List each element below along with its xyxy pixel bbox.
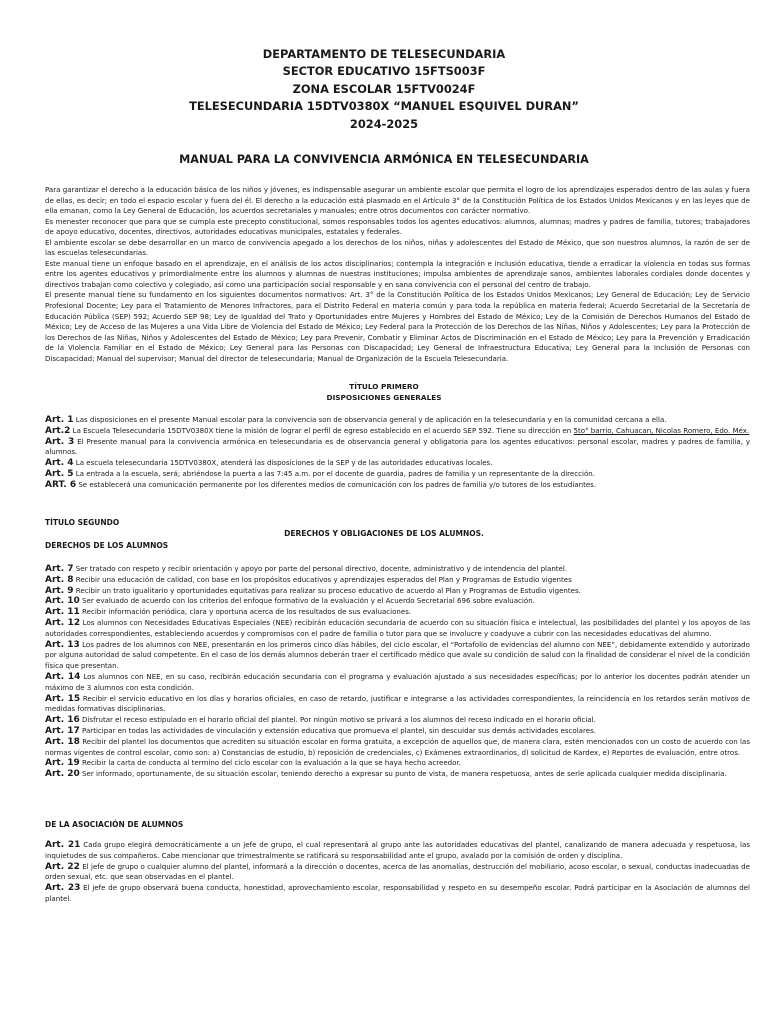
article-text: Recibir un trato igualitario y oportunidades equitativas para realizar su proceso educativo de acuerdo al Plan y Programas de Estudio vigentes. bbox=[75, 585, 581, 595]
article-label: Art. 14 bbox=[45, 671, 81, 682]
header-school-year: 2024-2025 bbox=[349, 116, 419, 131]
article-text: Ser tratado con respeto y recibir orientación y apoyo por parte del personal directivo, docente, administrativo y de intendencia del plantel. bbox=[75, 564, 568, 573]
article-label: Art. 17 bbox=[45, 725, 80, 736]
article-label: Art. 18 bbox=[45, 736, 80, 747]
student-association-list bbox=[45, 840, 750, 905]
rights-article bbox=[45, 586, 750, 597]
student-rights-heading: DERECHOS DE LOS ALUMNOS bbox=[45, 541, 169, 550]
document-title: MANUAL PARA LA CONVIVENCIA ARMÓNICA EN TELESECUNDARIA bbox=[179, 153, 589, 166]
rights-article bbox=[45, 640, 750, 672]
document-header bbox=[45, 46, 723, 133]
disposiciones-generales-label: DISPOSICIONES GENERALES bbox=[326, 393, 442, 402]
article-text: La entrada a la escuela, será; abriéndose la puerta a las 7:45 a.m. por el docente de guardia, padres de familia y un representante de la dirección. bbox=[75, 468, 595, 478]
rights-article bbox=[45, 575, 750, 586]
intro-paragraph: Es menester reconocer que para que se cumpla este precepto constitucional, somos responsables todos los agentes educativos: alumnos, alumnas; madres y padres de familia, tutores; trabajadores de apoyo educativo, docentes, directivos, autoridades educativas municipales, estatales y federales. bbox=[45, 216, 750, 237]
article-text: Los alumnos con Necesidades Educativas Especiales (NEE) recibirán educación secundaria de acuerdo con su situación física e intelectual, las posibilidades del plantel y los apoyos de las autoridades correspondientes, estableciendo acuerdos y compromisos con el padre de familia o tutor para que se involucre y coadyuve a cubrir con las necesidades educativas del alumno. bbox=[45, 617, 750, 638]
article-label: Art. 12 bbox=[45, 617, 81, 628]
intro-paragraph: El presente manual tiene su fundamento en los siguientes documentos normativos: Art. 3° de la Constitución Política de los Estados Unidos Mexicanos; Ley General de Educación; Ley de Servicio Profesional Docente; Ley para el Tratamiento de Menores Infractores, para el Distrito Federal en materia común y para toda la república en materia federal; Acuerdo Secretarial de la Secretaría de Educación Pública (SEP) 592; Acuerdo SEP 98; Ley de Igualdad del Trato y Oportunidades entre Mujeres y Hombres del Estado de México; Ley de la Comisión de Derechos Humanos del Estado de México; Ley de Acceso de las Mujeres a una Vida Libre de Violencia del Estado de México; Ley Federal para la Protección de los Derechos de las Niñas, Niños y Adolescentes; Ley para la Protección de los Derechos de las Niñas, Niños y Adolescentes del Estado de México; Ley para Prevenir, Combatir y Eliminar Actos de Discriminación en el Estado de México; Ley para la Prevención y Erradicación de la Violencia Familiar en el Estado de México; Ley General para las Personas con Discapacidad; Ley General de Infraestructura Educativa; Ley General para la Inclusión de Personas con Discapacidad; Manual del supervisor; Manual del director de telesecundaria; Manual de Organización de la Escuela Telesecundaria. bbox=[45, 290, 750, 363]
rights-article bbox=[45, 607, 750, 618]
intro-section bbox=[45, 185, 750, 364]
article-text: Los alumnos con NEE, en su caso, recibirán educación secundaria con el programa y evaluación ajustado a sus necesidades específicas; por lo anterior los docentes podrán atender un máximo de 3 alumnos con esta condición. bbox=[45, 671, 750, 692]
article-label: Art. 13 bbox=[45, 639, 80, 650]
article-text: Las disposiciones en el presente Manual escolar para la convivencia son de observancia general y de aplicación en la telesecundaria y en la comunidad cercana a ella. bbox=[75, 415, 667, 424]
article-text: Cada grupo elegirá democráticamente a un jefe de grupo, el cual representará al grupo ante las autoridades educativas del plantel, canalizando de manera adecuada y respetuosa, las inquietudes de sus compañeros. Cabe mencionar que trimestralmente se ratificará su responsabilidad ante el grupo, avalado por la comisión de orden y disciplina. bbox=[45, 840, 750, 860]
titulo-segundo-heading: TÍTULO SEGUNDO bbox=[45, 518, 120, 527]
header-department: DEPARTAMENTO DE TELESECUNDARIA bbox=[262, 47, 506, 61]
rights-article bbox=[45, 758, 750, 769]
article-text: La escuela telesecundaria 15DTV0380X, atenderá las disposiciones de la SEP y de las autoridades educativas locales. bbox=[75, 458, 493, 468]
article-text: Los padres de los alumnos con NEE, presentarán en los primeros cinco días hábiles, del ciclo escolar, el “Portafolio de evidencias del alumno con NEE”, debidamente extendido y autorizado por alguna autoridad de salud competente. En el caso de los demás alumnos deberán traer el certificado médico que avale su condición de salud con la finalidad de considerar el nivel de la condición física que presentan. bbox=[45, 639, 750, 671]
article-label: Art. 21 bbox=[45, 840, 81, 850]
titulo-primero-heading bbox=[45, 381, 723, 403]
article-label: Art. 3 bbox=[45, 436, 75, 447]
article-label: Art. 8 bbox=[45, 574, 74, 585]
article-text: Recibir una educación de calidad, con base en los propósitos educativos y aprendizajes esperados del Plan y Programas de Estudio vigentes bbox=[75, 574, 572, 584]
article-5 bbox=[45, 469, 750, 480]
rights-article bbox=[45, 564, 750, 575]
article-label: Art. 1 bbox=[45, 415, 74, 425]
article-label: Art. 15 bbox=[45, 693, 81, 704]
article-text: El Presente manual para la convivencia armónica en telesecundaria es de observancia general y obligatoria para los agentes educativos: personal escolar, madres y padres de familia, y alumnos. bbox=[45, 436, 750, 457]
article-text: El jefe de grupo observará buena conducta, honestidad, aprovechamiento escolar, responsabilidad y respeto en su desempeño escolar. Podrá participar en la Asociación de alumnos del plantel. bbox=[45, 883, 750, 903]
association-article bbox=[45, 883, 750, 905]
article-text: El jefe de grupo o cualquier alumno del plantel, informará a la dirección o docentes, acerca de las anomalías, destrucción del mobiliario, acoso escolar, o sexual, conductas inadecuadas de orden sexual, etc. que sean observadas en el plantel. bbox=[45, 861, 750, 882]
student-association-heading: DE LA ASOCIACIÓN DE ALUMNOS bbox=[45, 820, 184, 829]
intro-paragraph: El ambiente escolar se debe desarrollar en un marco de convivencia apegado a los derechos de los niños, niñas y adolescentes del Estado de México, que son nuestros alumnos, la razón de ser de las escuelas telesecundarias. bbox=[45, 237, 750, 258]
article-label: Art. 5 bbox=[45, 468, 74, 479]
article-label: Art. 4 bbox=[45, 458, 74, 469]
article-label: Art. 22 bbox=[45, 861, 80, 872]
article-label: Art. 19 bbox=[45, 758, 80, 769]
article-label: Art. 11 bbox=[45, 607, 80, 618]
article-label: Art. 7 bbox=[45, 564, 74, 574]
rights-obligations-heading: DERECHOS Y OBLIGACIONES DE LOS ALUMNOS. bbox=[284, 529, 484, 538]
article-label: ART. 6 bbox=[45, 479, 77, 490]
titulo-primero-label: TÍTULO PRIMERO bbox=[349, 382, 419, 391]
header-sector: SECTOR EDUCATIVO 15FTS003F bbox=[282, 64, 486, 79]
rights-article bbox=[45, 618, 750, 640]
article-text: Se establecerá una comunicación permanente por los diferentes medios de comunicación con los padres de familia y/o tutores de los estudiantes. bbox=[78, 479, 597, 489]
rights-article bbox=[45, 769, 750, 780]
intro-paragraph: Para garantizar el derecho a la educación básica de los niños y jóvenes, es indispensable asegurar un ambiente escolar que permita el logro de los aprendizajes esperados dentro de las aulas y fuera de ellas, es decir; en todo el espacio escolar y fuera del él. El derecho a la educación está plasmado en el Artículo 3° de la Constitución Política de los Estados Unidos Mexicanos y en las leyes que de ella emanan, como la Ley General de Educación, los acuerdos secretariales y manuales; entre otros documentos con carácter normativo. bbox=[45, 185, 750, 216]
article-6 bbox=[45, 480, 750, 491]
article-text: Participar en todas las actividades de vinculación y extensión educativa que promueva el plantel, sin descuidar sus demás actividades escolares. bbox=[82, 725, 596, 735]
association-article bbox=[45, 862, 750, 884]
article-text: Recibir el servicio educativo en los días y horarios oficiales, en caso de retardo, justificar e integrarse a las actividades correspondientes, la reincidencia en los retardos serán motivos de medidas formativas disciplinarias. bbox=[45, 693, 750, 714]
article-label: Art. 20 bbox=[45, 769, 80, 780]
article-text: Recibir la carta de conducta al termino del ciclo escolar con la evaluación a la que se haya hecho acreedor. bbox=[82, 758, 461, 768]
article-4 bbox=[45, 458, 750, 469]
article-2 bbox=[45, 426, 750, 437]
article-label: Art. 16 bbox=[45, 715, 80, 726]
rights-article bbox=[45, 737, 750, 759]
article-label: Art. 23 bbox=[45, 883, 81, 894]
article-text: Disfrutar el receso estipulado en el horario oficial del plantel. Por ningún motivo se privará a los alumnos del receso indicado en el horario oficial. bbox=[82, 715, 596, 725]
header-zone: ZONA ESCOLAR 15FTV0024F bbox=[292, 81, 476, 96]
rights-article bbox=[45, 672, 750, 694]
student-rights-list bbox=[45, 564, 750, 780]
article-label: Art.2 bbox=[45, 425, 71, 436]
article-text: Recibir del plantel los documentos que acrediten su situación escolar en forma gratuita, a excepción de aquellos que, de manera clara, estén mencionados con un costo de acuerdo con las normas vigentes de control escolar, como son: a) Constancias de estudio, b) reposición de credenciales, c) Exámenes extraordinarios, d) solicitud de Kardex, e) Reportes de evaluación, entre otros. bbox=[45, 736, 750, 757]
article-text: Recibir información periódica, clara y oportuna acerca de los resultados de sus evaluaciones. bbox=[82, 607, 412, 617]
article-3 bbox=[45, 437, 750, 459]
association-article bbox=[45, 840, 750, 862]
school-address-link: 5to° barrio, Cahuacan, Nicolas Romero, Edo. Méx. bbox=[573, 425, 750, 435]
article-label: Art. 9 bbox=[45, 585, 74, 596]
article-text: Ser informado, oportunamente, de su situación escolar, teniendo derecho a expresar su punto de vista, de manera respetuosa, antes de serle aplicada cualquier medida disciplinaria. bbox=[82, 769, 727, 779]
general-provisions bbox=[45, 415, 750, 491]
rights-article bbox=[45, 596, 750, 607]
rights-article bbox=[45, 715, 750, 726]
header-school: TELESECUNDARIA 15DTV0380X “MANUEL ESQUIVEL DURAN” bbox=[189, 99, 579, 114]
rights-article bbox=[45, 694, 750, 716]
article-text: La Escuela Telesecundaria 15DTV0380X tiene la misión de lograr el perfil de egreso establecido en el acuerdo SEP 592. Tiene su dirección en bbox=[72, 425, 574, 435]
article-1 bbox=[45, 415, 750, 426]
article-text: Ser evaluado de acuerdo con los criterios del enfoque formativo de la evaluación y el Acuerdo Secretarial 696 sobre evaluación. bbox=[82, 596, 535, 606]
rights-article bbox=[45, 726, 750, 737]
intro-paragraph: Este manual tiene un enfoque basado en el aprendizaje, en el análisis de los actos disciplinarios; contempla la integración e inclusión educativa, tiende a erradicar la violencia en todas sus formas entre los agentes educativos y primordialmente entre los alumnos y alumnas de nuestras instituciones; impulsa ambientes de aprendizaje sanos, ambientes laborales cordiales donde docentes y directivos trabajan como colectivo y colegiado, así como una participación social responsable y en sana convivencia con el personal del centro de trabajo. bbox=[45, 258, 750, 289]
article-label: Art. 10 bbox=[45, 596, 80, 607]
